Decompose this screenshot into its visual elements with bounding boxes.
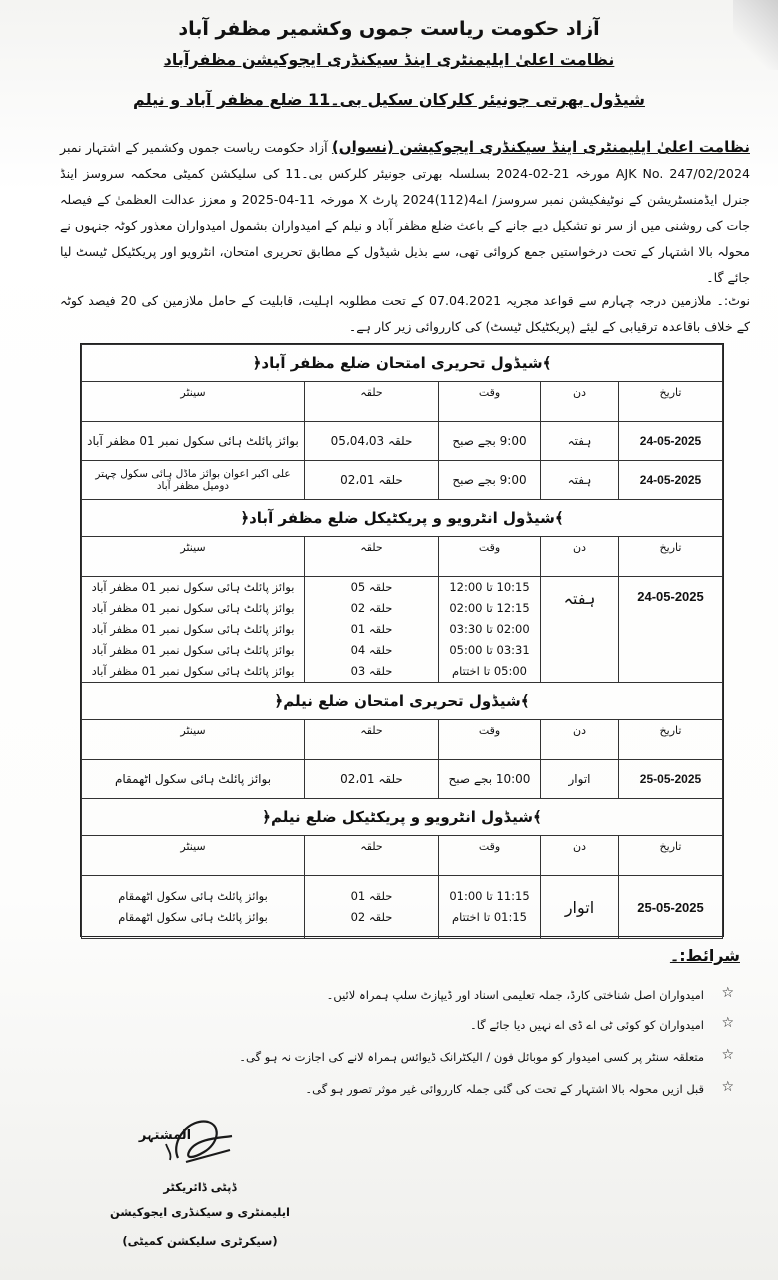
col-header-date: تاریخ — [619, 537, 723, 577]
col-header-halqa: حلقہ — [305, 382, 439, 422]
star-bullet-icon: ☆ — [721, 1047, 734, 1063]
condition-item: قبل ازیں محولہ بالا اشتہار کے تحت کی گئی جملہ کارروائی غیر موثر تصور ہو گی۔ — [305, 1082, 704, 1096]
schedule-table — [81, 344, 723, 939]
col-header-date: تاریخ — [619, 382, 723, 422]
col-header-time: وقت — [439, 537, 541, 577]
section-title-written-neelum: ﴾شیڈول تحریری امتحان ضلع نیلم﴿ — [82, 683, 723, 720]
section-title-written-mzd: ﴾شیڈول تحریری امتحان ضلع مظفر آباد﴿ — [82, 345, 723, 382]
col-header-day: دن — [541, 537, 619, 577]
center-item: بوائز پائلٹ ہائی سکول نمبر 01 مظفر آباد — [91, 580, 295, 594]
table-row — [82, 422, 723, 461]
center-item: بوائز پائلٹ ہائی سکول نمبر 01 مظفر آباد — [91, 643, 295, 657]
col-header-date: تاریخ — [619, 720, 723, 760]
signatory-department: ایلیمنٹری و سیکنڈری ایجوکیشن — [110, 1205, 290, 1219]
intro-paragraph — [60, 134, 750, 291]
cell-date: 24-05-2025 — [619, 461, 723, 500]
col-header-center: سینٹر — [82, 382, 305, 422]
col-header-halqa: حلقہ — [305, 720, 439, 760]
cell-time: 10:00 بجے صبح — [439, 760, 541, 799]
col-header-center: سینٹر — [82, 537, 305, 577]
col-header-day: دن — [541, 382, 619, 422]
col-header-halqa: حلقہ — [305, 537, 439, 577]
halqa-item: حلقہ 05 — [350, 580, 393, 594]
header-government: آزاد حکومت ریاست جموں وکشمیر مظفر آباد — [178, 18, 600, 40]
cell-times — [439, 577, 541, 683]
signatory-committee: (سیکرٹری سلیکشن کمیٹی) — [122, 1234, 278, 1248]
intro-org: نظامت اعلیٰ ایلیمنٹری اینڈ سیکنڈری ایجوکیشن (نسواں) — [331, 138, 750, 156]
table-row — [82, 876, 723, 939]
cell-date: 25-05-2025 — [619, 760, 723, 799]
table-row — [82, 760, 723, 799]
cell-center: بوائز پائلٹ ہائی سکول نمبر 01 مظفر آباد — [82, 422, 305, 461]
table-header-row — [82, 720, 723, 760]
time-slot: 12:15 تا 02:00 — [449, 601, 530, 615]
col-header-day: دن — [541, 836, 619, 876]
cell-date: 25-05-2025 — [619, 876, 723, 939]
table-header-row — [82, 537, 723, 577]
table-row — [82, 577, 723, 683]
halqa-item: حلقہ 01 — [350, 622, 393, 636]
cell-halqas — [305, 876, 439, 939]
time-slot: 10:15 تا 12:00 — [449, 580, 530, 594]
halqa-item: حلقہ 04 — [350, 643, 393, 657]
cell-centers — [82, 577, 305, 683]
time-slot: 02:00 تا 03:30 — [449, 622, 530, 636]
cell-centers — [82, 876, 305, 939]
signatory-title: ڈپٹی ڈائریکٹر — [163, 1180, 237, 1194]
center-item: بوائز پائلٹ ہائی سکول نمبر 01 مظفر آباد — [91, 664, 295, 678]
halqa-item: حلقہ 01 — [350, 889, 393, 903]
cell-day: اتوار — [541, 760, 619, 799]
center-item: بوائز پائلٹ ہائی سکول نمبر 01 مظفر آباد — [91, 622, 295, 636]
halqa-item: حلقہ 03 — [350, 664, 393, 678]
star-bullet-icon: ☆ — [721, 1015, 734, 1031]
col-header-center: سینٹر — [82, 720, 305, 760]
schedule-frame — [80, 343, 724, 937]
table-header-row — [82, 836, 723, 876]
cell-day: ہفتہ — [541, 422, 619, 461]
col-header-time: وقت — [439, 382, 541, 422]
time-slot: 03:31 تا 05:00 — [449, 643, 530, 657]
col-header-time: وقت — [439, 720, 541, 760]
col-header-time: وقت — [439, 836, 541, 876]
center-item: بوائز پائلٹ ہائی سکول اٹھمقام — [118, 889, 268, 903]
signature-mark — [160, 1110, 240, 1175]
cell-day: ہفتہ — [541, 461, 619, 500]
time-slot: 11:15 تا 01:00 — [449, 889, 530, 903]
section-title-interview-neelum: ﴾شیڈول انٹرویو و پریکٹیکل ضلع نیلم﴿ — [82, 799, 723, 836]
cell-halqa: حلقہ 05،04،03 — [305, 422, 439, 461]
condition-item: متعلقہ سنٹر پر کسی امیدوار کو موبائل فون / الیکٹرانک ڈیوائس ہمراہ لانے کی اجازت نہ ہو گی۔ — [239, 1050, 704, 1064]
cell-center: علی اکبر اعوان بوائز ماڈل ہائی سکول چہتر دومیل مظفر آباد — [82, 461, 305, 500]
time-slot: 01:15 تا اختتام — [451, 910, 528, 924]
halqa-item: حلقہ 02 — [350, 910, 393, 924]
cell-time: 9:00 بجے صبح — [439, 422, 541, 461]
conditions-title: شرائط:۔ — [669, 946, 740, 965]
cell-times — [439, 876, 541, 939]
col-header-center: سینٹر — [82, 836, 305, 876]
condition-item: امیدواران کو کوئی ٹی اے ڈی اے نہیں دیا جائے گا۔ — [469, 1018, 704, 1032]
cell-halqas — [305, 577, 439, 683]
center-item: بوائز پائلٹ ہائی سکول نمبر 01 مظفر آباد — [91, 601, 295, 615]
intro-text: آزاد حکومت ریاست جموں وکشمیر کے اشتہار نمبر AJK No. 247/02/2024 مورخہ 21-02-2024 بسلسلہ بھرتی جونیئر کلرکس بی۔11 کی سلیکشن کمیٹی محکمہ سروسز اینڈ جنرل ایڈمنسٹریشن کے نوٹیفکیشن نمبر سروسز/ اے4(112)2024 پارٹ X مورخہ 11-04-2025 و معزز عدالت العظمیٰ کے فیصلہ جات کی روشنی میں از سر نو تشکیل دیے جانے کے باعث ضلع مظفر آباد و نیلم کے امیدواران بشمول امیدواران معذور کوٹہ جنہوں نے محولہ بالا اشتہار کے تحت درخواستیں جمع کروائی تھی، سے بذیل شیڈول کے مطابق تحریری امتحان، انٹرویو اور پریکٹیکل ٹیسٹ لیا جائے گا۔ — [60, 140, 750, 285]
note-paragraph: نوٹ:۔ ملازمین درجہ چہارم سے قواعد مجریہ 07.04.2021 کے تحت مطلوبہ اہلیت، قابلیت کے حامل ملازمین کی 20 فیصد کوٹہ کے خلاف باقاعدہ ترقیابی کے لیئے (پریکٹیکل ٹیسٹ) کی کارروائی زیر کار ہے۔ — [60, 293, 750, 334]
cell-halqa: حلقہ 02،01 — [305, 760, 439, 799]
cell-halqa: حلقہ 02،01 — [305, 461, 439, 500]
header-schedule-title: شیڈول بھرتی جونیئر کلرکان سکیل بی۔11 ضلع مظفر آباد و نیلم — [133, 90, 645, 109]
header-directorate: نظامت اعلیٰ ایلیمنٹری اینڈ سیکنڈری ایجوکیشن مظفرآباد — [163, 50, 615, 69]
star-bullet-icon: ☆ — [721, 985, 734, 1001]
cell-day: ہفتہ — [541, 577, 619, 683]
halqa-item: حلقہ 02 — [350, 601, 393, 615]
cell-time: 9:00 بجے صبح — [439, 461, 541, 500]
center-item: بوائز پائلٹ ہائی سکول اٹھمقام — [118, 910, 268, 924]
col-header-day: دن — [541, 720, 619, 760]
cell-day: اتوار — [541, 876, 619, 939]
col-header-halqa: حلقہ — [305, 836, 439, 876]
time-slot: 05:00 تا اختتام — [451, 664, 528, 678]
table-header-row — [82, 382, 723, 422]
cell-center: بوائز پائلٹ ہائی سکول اٹھمقام — [82, 760, 305, 799]
condition-item: امیدواران اصل شناختی کارڈ، جملہ تعلیمی اسناد اور ڈیپازٹ سلپ ہمراہ لائیں۔ — [326, 988, 704, 1002]
table-row — [82, 461, 723, 500]
signature-label: المشتہر — [138, 1128, 192, 1143]
cell-date: 24-05-2025 — [619, 422, 723, 461]
col-header-date: تاریخ — [619, 836, 723, 876]
cell-date: 24-05-2025 — [619, 577, 723, 683]
star-bullet-icon: ☆ — [721, 1079, 734, 1095]
section-title-interview-mzd: ﴾شیڈول انٹرویو و پریکٹیکل ضلع مظفر آباد﴿ — [82, 500, 723, 537]
